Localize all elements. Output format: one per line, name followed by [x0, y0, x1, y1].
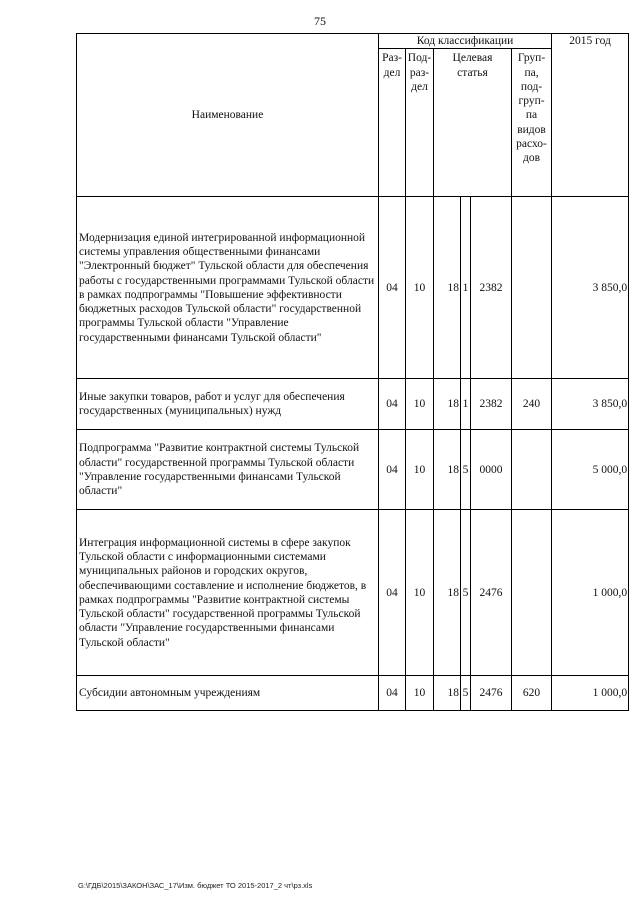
row-cs3: 2382: [471, 197, 512, 379]
row-razdel: 04: [379, 379, 406, 430]
row-vr: [512, 510, 552, 676]
row-vr: [512, 430, 552, 510]
row-vr: 620: [512, 676, 552, 711]
row-cs3: 2476: [471, 510, 512, 676]
page-number: 75: [314, 14, 326, 28]
row-razdel: 04: [379, 430, 406, 510]
table-row: [77, 197, 629, 379]
table-row: [77, 430, 629, 510]
header-row-1: [77, 34, 629, 49]
row-cs2: 5: [461, 430, 471, 510]
row-razdel: 04: [379, 676, 406, 711]
row-cs1: 18: [434, 510, 461, 676]
row-name: Модернизация единой интегрированной информационной системы управления общественными финансами "Электронный бюджет" Тульской области для обеспечения работы с государственными программами Тульской области в рамках подпрограммы "Повышение эффективности бюджетных расходов Тульской области" государственной программы Тульской области "Управление государственными финансами Тульской области": [77, 197, 379, 379]
row-cs2: 1: [461, 379, 471, 430]
row-vr: [512, 197, 552, 379]
table-row: [77, 676, 629, 711]
row-amount: 1 000,0: [552, 510, 629, 676]
header-year: 2015 год: [552, 34, 629, 197]
row-cs3: 2382: [471, 379, 512, 430]
table-row: [77, 379, 629, 430]
header-expense-group: Груп- па, под- груп- па видов расхо- дов: [512, 49, 552, 197]
row-cs1: 18: [434, 676, 461, 711]
budget-table: [76, 33, 629, 711]
table-row: [77, 510, 629, 676]
row-name: Интеграция информационной системы в сфере закупок Тульской области с информационными системами муниципальных районов и городских округов, обеспечивающими составление и исполнение бюджетов, в рамках подпрограммы "Развитие контрактной системы Тульской области" государственной программы Тульской области "Управление государственными финансами Тульской области": [77, 510, 379, 676]
row-podrazdel: 10: [406, 510, 434, 676]
file-path-footer: G:\ГДБ\2015\ЗАКОН\ЗАС_17\Изм. бюджет ТО 2015-2017_2 чт\рз.xls: [78, 881, 313, 890]
row-razdel: 04: [379, 197, 406, 379]
header-target-article: Целевая статья: [434, 49, 512, 197]
row-cs2: 1: [461, 197, 471, 379]
row-cs1: 18: [434, 430, 461, 510]
row-razdel: 04: [379, 510, 406, 676]
row-name: Субсидии автономным учреждениям: [77, 676, 379, 711]
row-name: Иные закупки товаров, работ и услуг для обеспечения государственных (муниципальных) нужд: [77, 379, 379, 430]
row-podrazdel: 10: [406, 197, 434, 379]
header-name: Наименование: [77, 34, 379, 197]
row-amount: 3 850,0: [552, 197, 629, 379]
row-podrazdel: 10: [406, 676, 434, 711]
row-cs1: 18: [434, 379, 461, 430]
row-cs1: 18: [434, 197, 461, 379]
row-amount: 3 850,0: [552, 379, 629, 430]
row-amount: 5 000,0: [552, 430, 629, 510]
row-podrazdel: 10: [406, 430, 434, 510]
header-subsection: Под- раз- дел: [406, 49, 434, 197]
row-cs2: 5: [461, 676, 471, 711]
row-vr: 240: [512, 379, 552, 430]
row-cs3: 2476: [471, 676, 512, 711]
row-name: Подпрограмма "Развитие контрактной системы Тульской области" государственной программы Тульской области "Управление государственными финансами Тульской области": [77, 430, 379, 510]
row-cs2: 5: [461, 510, 471, 676]
row-cs3: 0000: [471, 430, 512, 510]
header-section: Раз- дел: [379, 49, 406, 197]
row-podrazdel: 10: [406, 379, 434, 430]
header-classification: Код классификации: [379, 34, 552, 49]
row-amount: 1 000,0: [552, 676, 629, 711]
